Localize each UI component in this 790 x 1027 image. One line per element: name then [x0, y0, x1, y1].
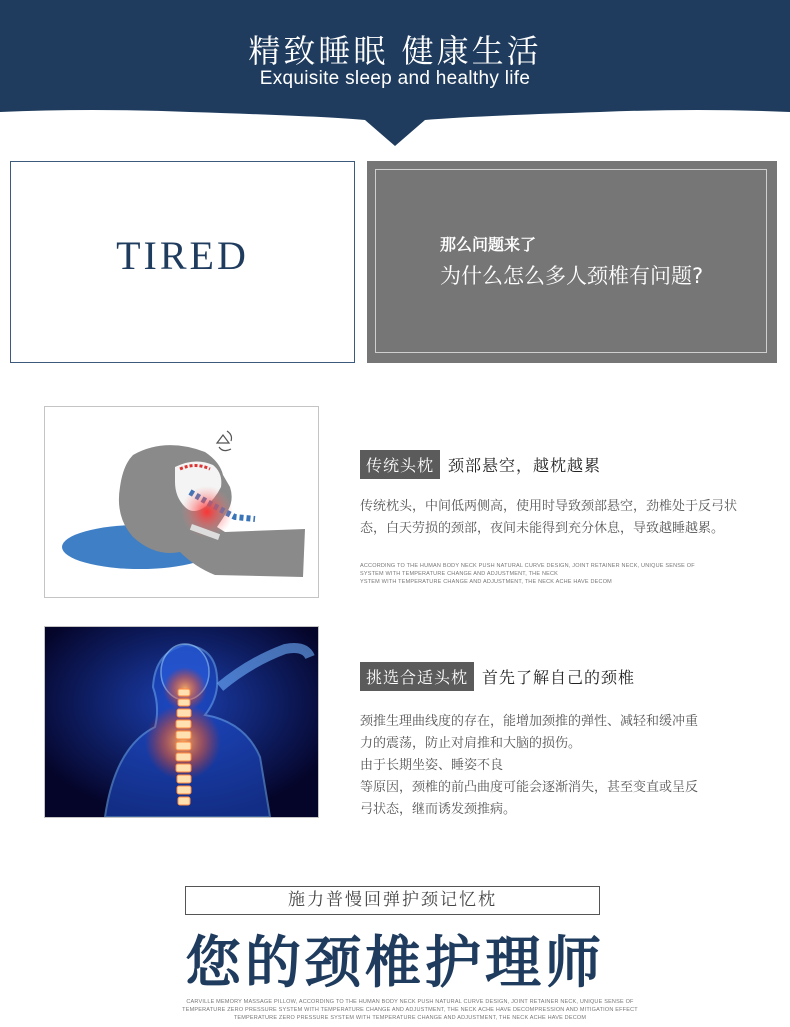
paragraph-line: 等原因，颈椎的前凸曲度可能会逐渐消失，甚至变直或呈反 [360, 780, 699, 795]
product-subtitle-box: 施力普慢回弹护颈记忆枕 [185, 886, 600, 915]
question-text: 为什么怎么多人颈椎有问题? [440, 264, 704, 288]
section1-fine-print [360, 562, 740, 586]
section1-tag: 传统头枕 [360, 450, 440, 479]
tired-word: TIRED [116, 233, 249, 278]
fine-line: ACCORDING TO THE HUMAN BODY NECK PUSH NATURAL CURVE DESIGN, JOINT RETAINER NECK, UNIQUE SENSE OF [360, 563, 695, 569]
sleeping-person-illustration [45, 407, 318, 597]
header-banner [0, 0, 790, 150]
sleeping-person-figure [44, 406, 319, 598]
fine-line: YSTEM WITH TEMPERATURE CHANGE AND ADJUSTMENT, THE NECK ACHE HAVE DECOM [360, 579, 612, 585]
paragraph-line: 颈推生理曲线度的存在，能增加颈推的弹性、减轻和缓冲重 [360, 714, 699, 729]
spine-figure [44, 626, 319, 818]
section2-headline: 首先了解自己的颈椎 [482, 668, 636, 687]
section1-headline: 颈部悬空，越枕越累 [448, 456, 602, 475]
section2-heading [360, 662, 635, 691]
fine-line: TEMPERATURE ZERO PRESSURE SYSTEM WITH TEMPERATURE CHANGE AND ADJUSTMENT, THE NECK ACHE HAVE DECOMPRESSION AND MITIGATION EFFECT [182, 1007, 638, 1013]
fine-line: SYSTEM WITH TEMPERATURE CHANGE AND ADJUSTMENT, THE NECK [360, 571, 559, 577]
tired-box [10, 161, 355, 363]
question-lead: 那么问题来了 [440, 235, 537, 254]
question-inner-frame [375, 169, 767, 353]
section1-heading [360, 450, 601, 479]
section2-paragraph [360, 711, 745, 821]
header-title: 精致睡眠 健康生活 [248, 32, 542, 70]
footer-fine-print [150, 998, 670, 1022]
paragraph-line: 力的震荡，防止对肩推和大脑的损伤。 [360, 736, 582, 751]
paragraph-line: 弓状态，继而诱发颈推病。 [360, 802, 517, 817]
question-box [367, 161, 777, 363]
fine-line: CARVILLE MEMORY MASSAGE PILLOW, ACCORDING TO THE HUMAN BODY NECK PUSH NATURAL CURVE DESIGN, JOINT RETAINER NECK, UNIQUE SENSE OF [186, 999, 634, 1005]
section1-paragraph: 传统枕头，中间低两侧高，使用时导致颈部悬空，劲椎处于反弓状态，白天劳损的颈部，夜间未能得到充分休息，导致越睡越累。 [360, 499, 738, 536]
fine-line: TEMPERATURE ZERO PRESSURE SYSTEM WITH TEMPERATURE CHANGE AND ADJUSTMENT, THE NECK ACHE HAVE DECOM [233, 1015, 587, 1021]
paragraph-line: 由于长期坐姿、睡姿不良 [360, 758, 504, 773]
header-subtitle: Exquisite sleep and healthy life [259, 68, 531, 89]
big-title: 您的颈椎护理师 [185, 931, 605, 996]
glowing-spine-illustration [45, 627, 318, 817]
section2-tag: 挑选合适头枕 [360, 662, 474, 691]
